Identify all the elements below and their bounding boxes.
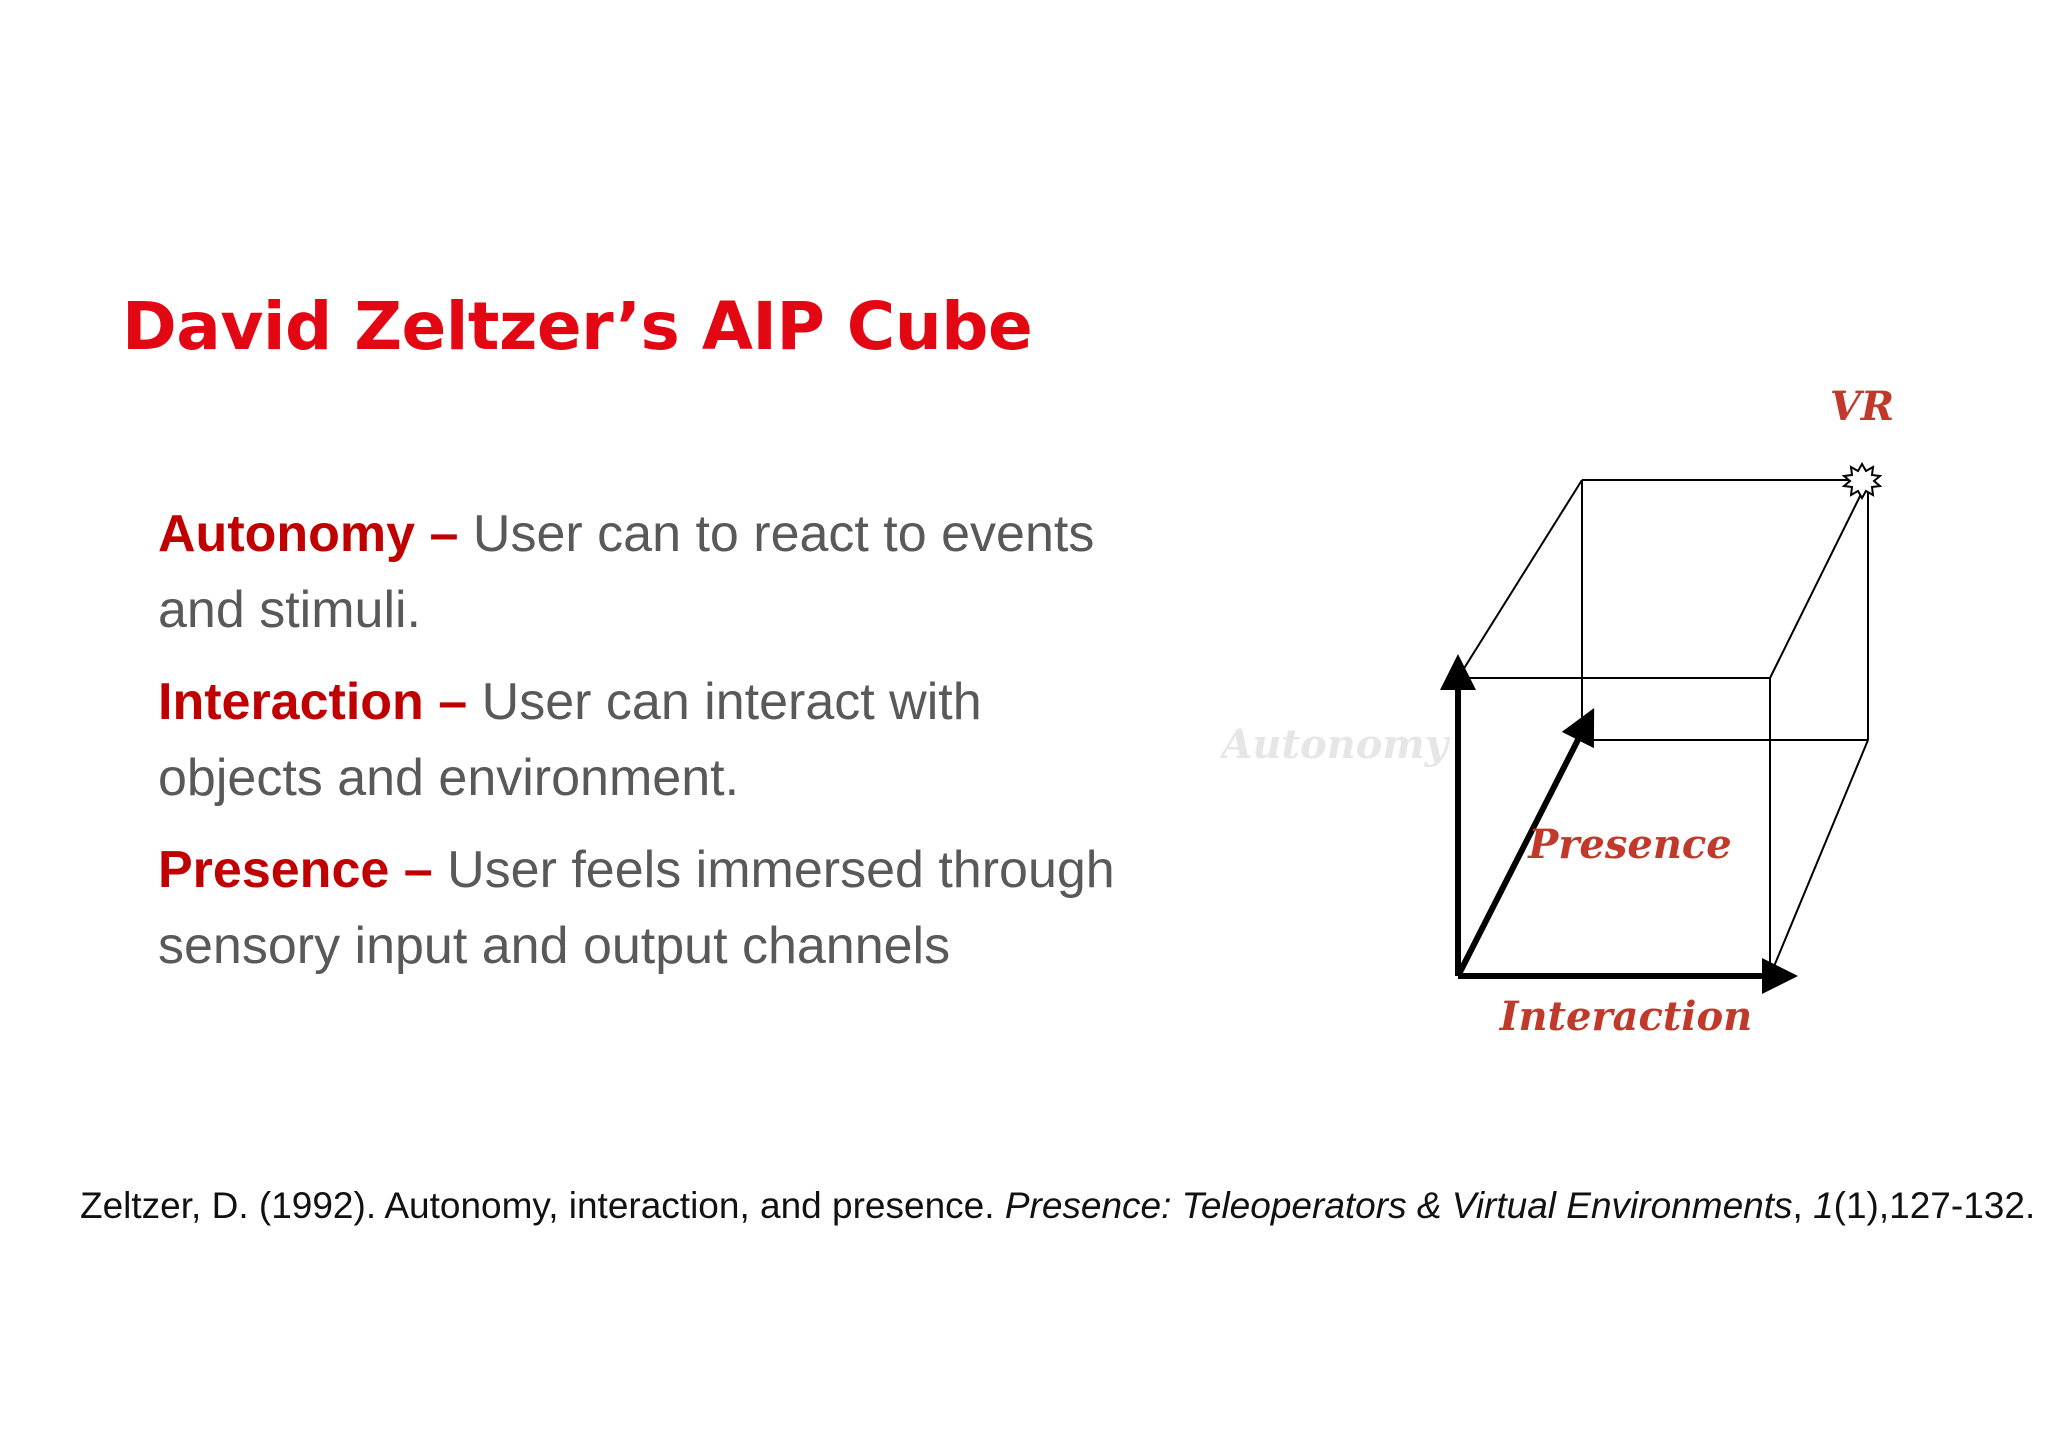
aip-cube-diagram xyxy=(1220,380,1940,1080)
autonomy-dash: – xyxy=(429,505,459,563)
definition-list xyxy=(158,496,1258,1000)
presence-text-line1: User feels immersed through xyxy=(447,841,1115,899)
citation-authors-title: Zeltzer, D. (1992). Autonomy, interaction, and presence. xyxy=(80,1185,1005,1226)
autonomy-definition xyxy=(158,496,1258,648)
cube-wireframe xyxy=(1458,480,1868,976)
interaction-dash: – xyxy=(438,673,468,731)
autonomy-axis-label: Autonomy xyxy=(1221,721,1448,768)
presence-dash: – xyxy=(403,841,433,899)
presence-text-line2: sensory input and output channels xyxy=(158,917,951,975)
presence-term: Presence xyxy=(158,841,390,899)
autonomy-text-line2: and stimuli. xyxy=(158,581,421,639)
autonomy-text-line1: User can to react to events xyxy=(472,505,1095,563)
interaction-term: Interaction xyxy=(158,673,424,731)
interaction-definition xyxy=(158,664,1258,816)
page-title: David Zeltzer’s AIP Cube xyxy=(122,288,1033,365)
vr-starburst-icon xyxy=(1844,464,1880,498)
interaction-text-line2: objects and environment. xyxy=(158,749,740,807)
vr-label: VR xyxy=(1829,383,1895,430)
citation-comma: , xyxy=(1792,1185,1814,1226)
presence-axis-label: Presence xyxy=(1528,821,1732,868)
interaction-text-line1: User can interact with xyxy=(481,673,982,731)
autonomy-term: Autonomy xyxy=(158,505,416,563)
citation-volume: 1 xyxy=(1813,1185,1834,1226)
interaction-axis-label: Interaction xyxy=(1499,993,1753,1040)
citation-journal: Presence: Teleoperators & Virtual Environments xyxy=(1004,1185,1793,1226)
presence-definition xyxy=(158,832,1258,984)
citation-issue-pages: (1),127-132. xyxy=(1833,1185,2036,1226)
citation xyxy=(80,1182,2035,1230)
